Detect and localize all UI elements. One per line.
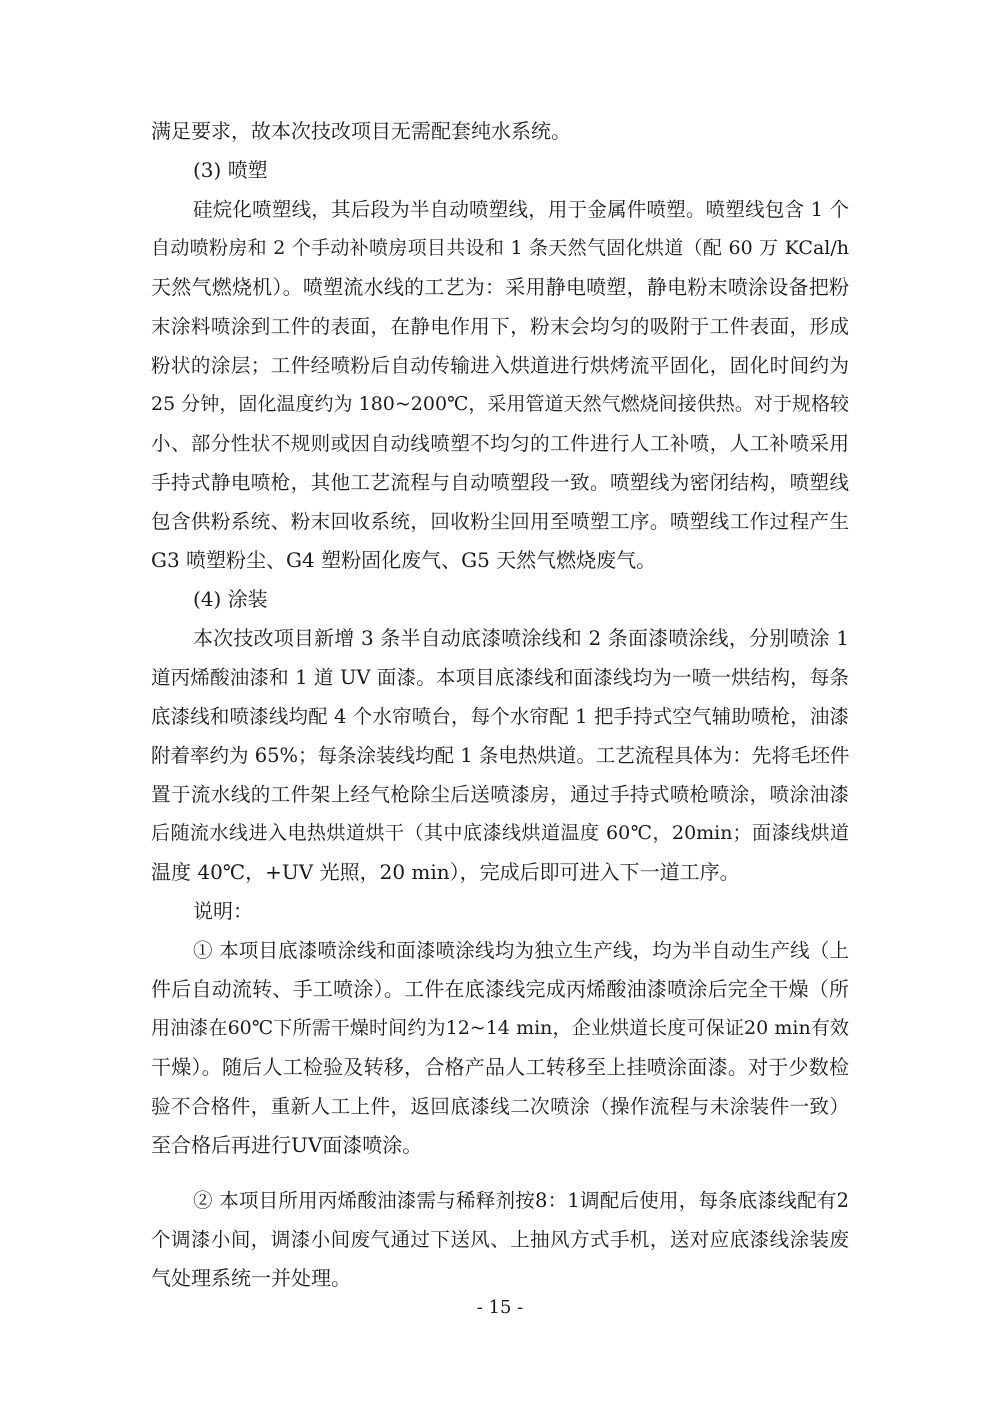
paragraph-line: 25 分钟，固化温度约为 180~200℃，采用管道天然气燃烧间接供热。对于规格较 <box>151 393 849 415</box>
paragraph-line: 自动喷粉房和 2 个手动补喷房项目共设和 1 条天然气固化烘道（配 60 万 KCal/h <box>151 237 849 259</box>
paragraph-line: 手持式静电喷枪，其他工艺流程与自动喷塑段一致。喷塑线为密闭结构，喷塑线 <box>151 471 849 494</box>
note-1-line: 用油漆在60℃下所需干燥时间约为12~14 min，企业烘道长度可保证20 min有效 <box>151 1017 849 1039</box>
paragraph-line: 粉状的涂层；工件经喷粉后自动传输进入烘道进行烘烤流平固化，固化时间约为 <box>151 354 849 377</box>
paragraph-line: 温度 40℃，+UV 光照，20 min），完成后即可进入下一道工序。 <box>151 860 740 884</box>
paragraph-line: 末涂料喷涂到工件的表面，在静电作用下，粉末会均匀的吸附于工件表面，形成 <box>151 315 849 338</box>
paragraph-line: G3 喷塑粉尘、G4 塑粉固化废气、G5 天然气燃烧废气。 <box>151 548 657 572</box>
note-1-line: 至合格后再进行UV面漆喷涂。 <box>151 1133 423 1157</box>
note-2-line: ② 本项目所用丙烯酸油漆需与稀释剂按8：1调配后使用，每条底漆线配有2 <box>193 1189 849 1212</box>
section-heading-spraying: (3) 喷塑 <box>193 158 268 182</box>
paragraph-line: 附着率约为 65%；每条涂装线均配 1 条电热烘道。工艺流程具体为：先将毛坯件 <box>151 744 849 767</box>
page-number: - 15 - <box>476 1297 524 1318</box>
paragraph-line: 底漆线和喷漆线均配 4 个水帘喷台，每个水帘配 1 把手持式空气辅助喷枪，油漆 <box>151 705 849 728</box>
paragraph-line: 天然气燃烧机）。喷塑流水线的工艺为：采用静电喷塑，静电粉末喷涂设备把粉 <box>151 275 849 299</box>
paragraph-line: 小、部分性状不规则或因自动线喷塑不均匀的工件进行人工补喷，人工补喷采用 <box>151 432 849 455</box>
notes-heading: 说明： <box>193 899 253 923</box>
paragraph-line: 道丙烯酸油漆和 1 道 UV 面漆。本项目底漆线和面漆线均为一喷一烘结构，每条 <box>151 666 849 689</box>
paragraph-line: 满足要求，故本次技改项目无需配套纯水系统。 <box>151 119 571 143</box>
paragraph-line: 后随流水线进入电热烘道烘干（其中底漆线烘道温度 60℃，20min；面漆线烘道 <box>151 822 849 844</box>
note-1-line: 干燥）。随后人工检验及转移，合格产品人工转移至上挂喷涂面漆。对于少数检 <box>151 1055 849 1079</box>
note-2-line: 气处理系统一并处理。 <box>151 1266 351 1290</box>
paragraph-line: 本次技改项目新增 3 条半自动底漆喷涂线和 2 条面漆喷涂线，分别喷涂 1 <box>193 626 849 650</box>
paragraph-gap <box>151 1165 849 1181</box>
note-2-line: 个调漆小间，调漆小间废气通过下送风、上抽风方式手机，送对应底漆线涂装废 <box>151 1228 849 1251</box>
page-body <box>151 112 849 1298</box>
paragraph-line: 硅烷化喷塑线，其后段为半自动喷塑线，用于金属件喷塑。喷塑线包含 1 个 <box>193 198 849 221</box>
paragraph-line: 置于流水线的工件架上经气枪除尘后送喷漆房，通过手持式喷枪喷涂，喷涂油漆 <box>151 783 849 806</box>
note-1-line: ① 本项目底漆喷涂线和面漆喷涂线均为独立生产线，均为半自动生产线（上 <box>193 939 849 962</box>
note-1-line: 验不合格件，重新人工上件，返回底漆线二次喷涂（操作流程与未涂装件一致） <box>151 1095 849 1118</box>
paragraph-line: 包含供粉系统、粉末回收系统，回收粉尘回用至喷塑工序。喷塑线工作过程产生 <box>151 510 849 533</box>
note-1-line: 件后自动流转、手工喷涂）。工件在底漆线完成丙烯酸油漆喷涂后完全干燥（所 <box>151 977 849 1001</box>
section-heading-coating: (4) 涂装 <box>193 587 268 611</box>
